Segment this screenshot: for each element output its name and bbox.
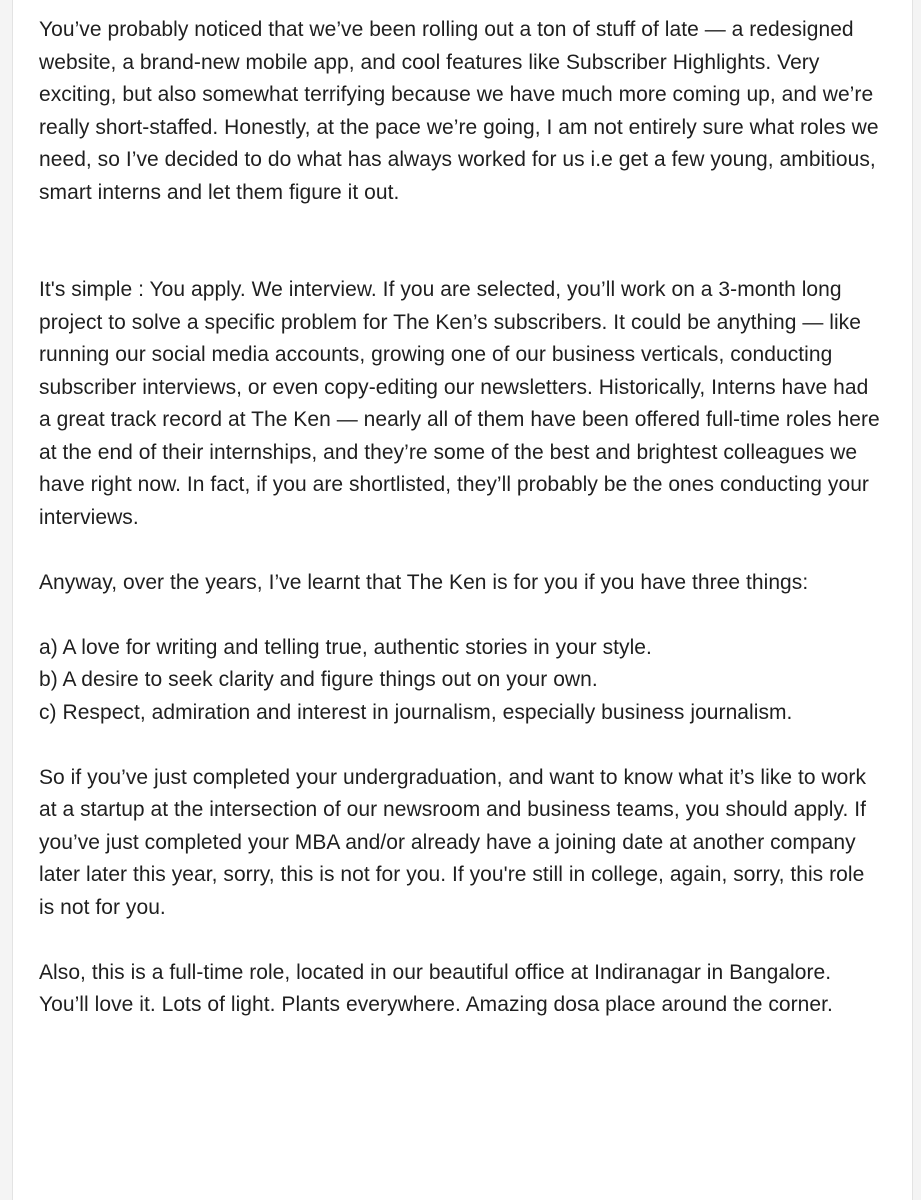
paragraph-intro: You’ve probably noticed that we’ve been rolling out a ton of stuff of late — a redesigned website, a brand-new mobile app, and cool features like Subscriber Highlights. Very exciting, but also somewhat terrifying because we have much more coming up, and we’re really short-staffed. Honestly, at the pace we’re going, I am not entirely sure what roles we need, so I’ve decided to do what has always worked for us i.e get a few young, ambitious, smart interns and let them figure it out. [39, 18, 879, 204]
qualities-list [39, 632, 884, 730]
paragraph-process: It's simple : You apply. We interview. If you are selected, you’ll work on a 3-month long project to solve a specific problem for The Ken’s subscribers. It could be anything — like running our social media accounts, growing one of our business verticals, conducting subscriber interviews, or even copy-editing our newsletters. Historically, Interns have had a great track record at The Ken — nearly all of them have been offered full-time roles here at the end of their internships, and they’re some of the best and brightest colleagues we have right now. In fact, if you are shortlisted, they’ll probably be the ones conducting your interviews. [39, 278, 880, 529]
paragraph-three-things: Anyway, over the years, I’ve learnt that The Ken is for you if you have three things: [39, 570, 809, 594]
article-body [39, 14, 884, 1022]
list-item: a) A love for writing and telling true, authentic stories in your style. [39, 635, 652, 659]
list-item: b) A desire to seek clarity and figure things out on your own. [39, 668, 598, 691]
list-item: c) Respect, admiration and interest in journalism, especially business journalism. [39, 700, 793, 724]
paragraph-who-should-apply: So if you’ve just completed your undergraduation, and want to know what it’s like to work at a startup at the intersection of our newsroom and business teams, you should apply. If you’ve just completed your MBA and/or already have a joining date at another company later later this year, sorry, this is not for you. If you're still in college, again, sorry, this role is not for you. [39, 765, 867, 919]
page-right-margin [912, 0, 921, 1200]
paragraph-location: Also, this is a full-time role, located in our beautiful office at Indiranagar in Bangalore. You’ll love it. Lots of light. Plants everywhere. Amazing dosa place around the corner. [39, 960, 833, 1016]
page-left-margin [0, 0, 13, 1200]
